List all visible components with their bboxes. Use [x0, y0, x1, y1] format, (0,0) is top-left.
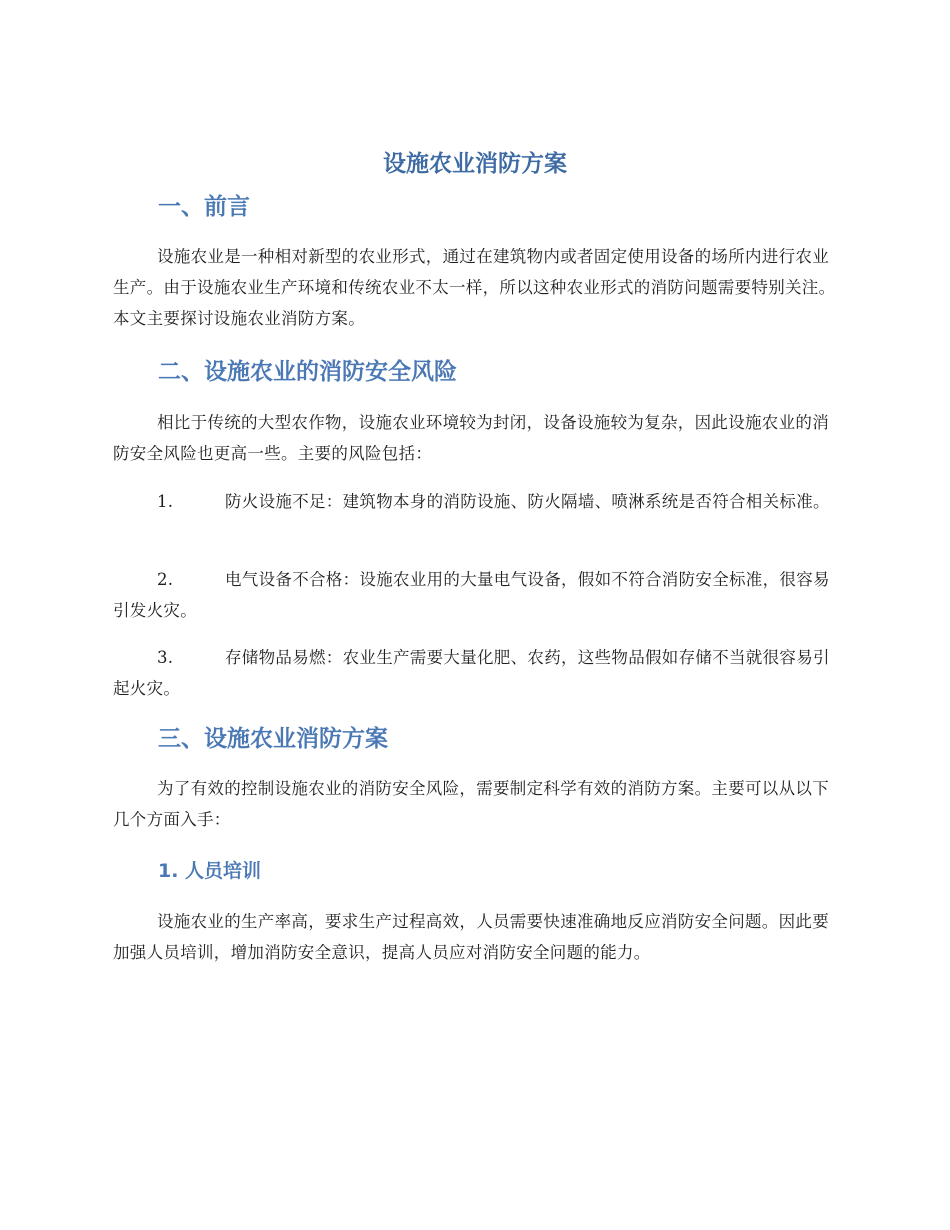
list-item-text: 电气设备不合格：设施农业用的大量电气设备，假如不符合消防安全标准，很容易引发火灾。: [113, 570, 830, 620]
paragraph-training: 设施农业的生产率高，要求生产过程高效，人员需要快速准确地反应消防安全问题。因此要加强人员培训，增加消防安全意识，提高人员应对消防安全问题的能力。: [113, 912, 829, 962]
list-item-2: [113, 564, 843, 626]
list-item-text: 防火设施不足：建筑物本身的消防设施、防火隔墙、喷淋系统是否符合相关标准。: [225, 492, 830, 511]
section-heading-risks: 二、设施农业的消防安全风险: [158, 359, 457, 385]
section-heading-plan: 三、设施农业消防方案: [158, 726, 388, 752]
list-item-1: [113, 486, 843, 517]
paragraph-preface: 设施农业是一种相对新型的农业形式，通过在建筑物内或者固定使用设备的场所内进行农业生产。由于设施农业生产环境和传统农业不太一样，所以这种农业形式的消防问题需要特别关注。本文主要探讨设施农业消防方案。: [113, 247, 836, 328]
paragraph-plan-intro: 为了有效的控制设施农业的消防安全风险，需要制定科学有效的消防方案。主要可以从以下几个方面入手：: [113, 779, 829, 829]
subsection-heading-training: 1. 人员培训: [158, 860, 262, 882]
list-item-3: [113, 642, 843, 704]
list-item-text: 存储物品易燃：农业生产需要大量化肥、农药，这些物品假如存储不当就很容易引起火灾。: [113, 648, 830, 698]
list-item-number: 3.: [157, 648, 174, 667]
paragraph-risks-intro: 相比于传统的大型农作物，设施农业环境较为封闭，设备设施较为复杂，因此设施农业的消防安全风险也更高一些。主要的风险包括：: [113, 413, 829, 463]
section-heading-preface: 一、前言: [158, 194, 250, 220]
list-item-number: 2.: [157, 570, 174, 589]
list-item-number: 1.: [157, 492, 174, 511]
document-title: 设施农业消防方案: [383, 151, 567, 177]
